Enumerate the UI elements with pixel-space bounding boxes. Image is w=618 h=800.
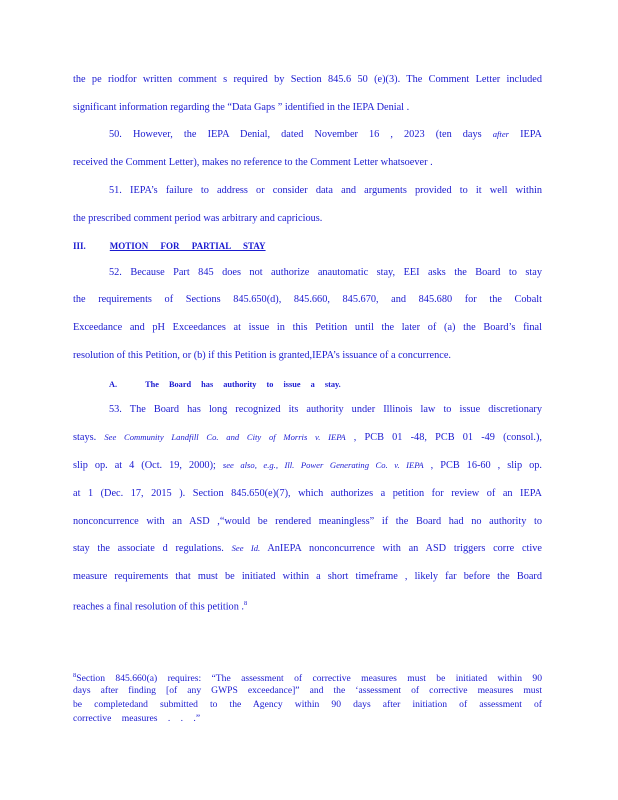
subsection-title: The Board has authority to issue a stay. [145, 380, 341, 389]
footnote-line: $^8$Section 845.660(a) requires: “The assessment of corrective measures must be initiated within 90 [73, 672, 542, 685]
footnote-mark: 8 [73, 672, 77, 679]
paragraph-51-line: the prescribed comment period was arbitrary and capricious. [73, 213, 323, 224]
subsection-letter: A. [109, 380, 118, 389]
paragraph-52-line: Exceedance and pH Exceedances at issue in this Petition until the later of (a) the Board’s final [73, 322, 542, 333]
footnote-line: corrective measures . . .” [73, 713, 201, 724]
section-title: MOTION FOR PARTIAL STAY [109, 241, 266, 251]
paragraph-52-line: 52. Because Part 845 does not authorize anautomatic stay, EEI asks the Board to stay [109, 267, 542, 278]
body-line: significant information regarding the “Data Gaps ” identified in the IEPA Denial . [73, 102, 410, 113]
paragraph-53-line: measure requirements that must be initiated within a short timeframe , likely far before the Board [73, 571, 542, 582]
paragraph-53-line: reaches a final resolution of this petition .$^8$ [73, 600, 248, 613]
paragraph-52-line: resolution of this Petition, or (b) if this Petition is granted,IEPA’s issuance of a concurrence. [73, 350, 451, 361]
section-number: III. [73, 241, 86, 251]
paragraph-51-line: 51. IEPA’s failure to address or consider data and arguments provided to it well within [109, 185, 542, 196]
footnote-line: be completedand submitted to the Agency within 90 days after initiation of assessment of [73, 699, 542, 710]
paragraph-53-line: slip op. at 4 (Oct. 19, 2000); see also, e.g., Ill. Power Generating Co. v. IEPA , PCB 16-60 , slip op. [73, 460, 542, 471]
subsection-heading [109, 378, 542, 391]
paragraph-53-line: stays. See Community Landfill Co. and City of Morris v. IEPA , PCB 01 -48, PCB 01 -49 (consol.), [73, 432, 542, 443]
paragraph-53-line: nonconcurrence with an ASD ,“would be rendered meaningless” if the Board had no authority to [73, 516, 542, 527]
footnote-line: days after finding [of any GWPS exceedance]” and the ‘assessment of corrective measures must [73, 685, 542, 696]
section-heading [73, 240, 542, 253]
paragraph-50-line: 50. However, the IEPA Denial, dated November 16 , 2023 (ten days after IEPA [109, 129, 542, 140]
paragraph-52-line: the requirements of Sections 845.650(d), 845.660, 845.670, and 845.680 for the Cobalt [73, 294, 542, 305]
paragraph-53-line: 53. The Board has long recognized its authority under Illinois law to issue discretionary [109, 404, 542, 415]
paragraph-53-line: stay the associate d regulations. See Id. AnIEPA nonconcurrence with an ASD triggers corre ctive [73, 543, 542, 554]
footnote-reference: 8 [244, 600, 248, 607]
body-line: the pe riodfor written comment s required by Section 845.6 50 (e)(3). The Comment Letter included [73, 74, 542, 85]
paragraph-50-line: received the Comment Letter), makes no reference to the Comment Letter whatsoever . [73, 157, 433, 168]
paragraph-53-line: at 1 (Dec. 17, 2015 ). Section 845.650(e)(7), which authorizes a petition for review of an IEPA [73, 488, 542, 499]
